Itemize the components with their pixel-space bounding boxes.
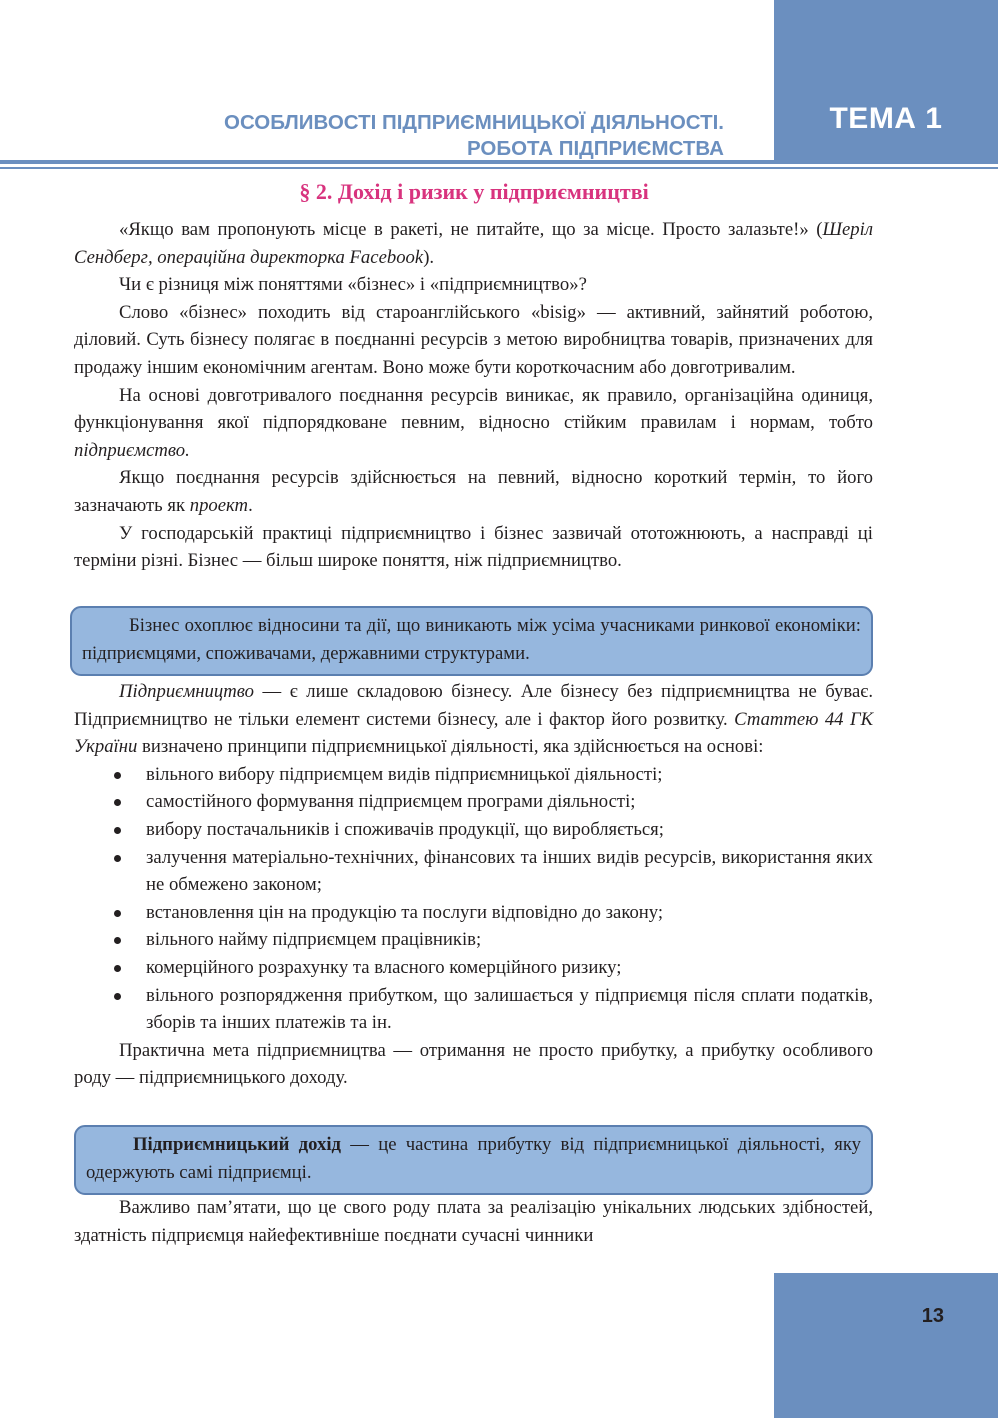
- definition-income-text: Підприємницький дохід — це частина прибутку від підприємницької діяльності, яку одержують самі підприємці.: [86, 1134, 861, 1183]
- bullet-icon: [114, 827, 121, 834]
- bullet-icon: [114, 772, 121, 779]
- topic-label: ТЕМА 1: [829, 102, 943, 135]
- list-item: самостійного формування підприємцем програми діяльності;: [74, 788, 873, 816]
- list-item: вибору постачальників і споживачів продукції, що виробляється;: [74, 816, 873, 844]
- page-number-tab: [774, 1273, 998, 1418]
- list-item: комерційного розрахунку та власного комерційного ризику;: [74, 954, 873, 982]
- topic-tab: [774, 0, 998, 162]
- principles-list: [74, 761, 873, 1037]
- bullet-icon: [114, 855, 121, 862]
- header-rule: [0, 160, 998, 164]
- bullet-icon: [114, 910, 121, 917]
- list-item: вільного вибору підприємцем видів підприємницької діяльності;: [74, 761, 873, 789]
- term-entrepreneurship: Підприємництво: [119, 681, 254, 702]
- business-vs-entrepreneurship-paragraph: У господарській практиці підприємництво і бізнес зазвичай ототожнюють, а насправді ці терміни різні. Бізнес — більш широке поняття, ніж підприємництво.: [74, 522, 873, 572]
- bullet-icon: [114, 965, 121, 972]
- law-reference: Статтею 44 ГК України: [74, 708, 873, 758]
- term-project: проект: [189, 494, 249, 516]
- epigraph-paragraph: «Якщо вам пропонують місце в ракеті, не питайте, що за місце. Просто залазьте!» (Шеріл Сендберг, операційна директорка Facebook).: [74, 219, 873, 268]
- list-item: залучення матеріально-технічних, фінансових та інших видів ресурсів, використання яких не обмежено законом;: [74, 844, 873, 899]
- principles-text: [74, 678, 873, 1092]
- definition-box-income: [74, 1125, 873, 1195]
- chapter-title-line1: ОСОБЛИВОСТІ ПІДПРИЄМНИЦЬКОЇ ДІЯЛЬНОСТІ.: [224, 111, 724, 134]
- question-paragraph: Чи є різниця між поняттями «бізнес» і «підприємництво»?: [119, 274, 587, 296]
- page-number: 13: [921, 1305, 944, 1327]
- list-item: встановлення цін на продукцію та послуги відповідно до закону;: [74, 899, 873, 927]
- chapter-title-line2: РОБОТА ПІДПРИЄМСТВА: [466, 137, 724, 160]
- chapter-title: [224, 110, 724, 162]
- list-item: вільного розпорядження прибутком, що залишається у підприємця після сплати податків, зборів та інших платежів та ін.: [74, 982, 873, 1037]
- term-enterprise: підприємство.: [74, 439, 190, 461]
- business-origin-paragraph: Слово «бізнес» походить від староанглійського «bisig» — активний, зайнятий роботою, діловий. Суть бізнесу полягає в поєднанні ресурсів з метою виробництва товарів, призначених для продажу іншим економічним агентам. Воно може бути короткочасним або довготривалим.: [74, 301, 873, 378]
- bullet-icon: [114, 937, 121, 944]
- header-rule-thin: [0, 167, 998, 169]
- section-title: § 2. Дохід і ризик у підприємництві: [299, 179, 649, 204]
- practical-goal-paragraph: Практична мета підприємництва — отримання не просто прибутку, а прибутку особливого роду — підприємницького доходу.: [74, 1039, 873, 1089]
- closing-text: [74, 1194, 873, 1249]
- term-entrepreneurial-income: Підприємницький дохід: [133, 1134, 341, 1155]
- enterprise-paragraph: На основі довготривалого поєднання ресурсів виникає, як правило, організаційна одиниця, функціонування якої підпорядковане певним, відносно стійким правилам і нормам, тобто підприємство.: [74, 384, 873, 461]
- definition-business-text: Бізнес охоплює відносини та дії, що виникають між усіма учасниками ринкової економіки: підприємцями, споживачами, державними структурами.: [82, 615, 861, 664]
- bullet-icon: [114, 993, 121, 1000]
- entrepreneurship-paragraph: Підприємництво — є лише складовою бізнесу. Але бізнесу без підприємництва не буває. Підприємництво не тільки елемент системи бізнесу, але і фактор його розвитку. Статтею 44 ГК України визначено принципи підприємницької діяльності, яка здійснюється на основі:: [74, 681, 873, 758]
- closing-paragraph: Важливо пам’ятати, що це свого роду плата за реалізацію унікальних людських здібностей, здатність підприємця найефективніше поєднати сучасні чинники: [74, 1197, 873, 1246]
- bullet-icon: [114, 799, 121, 806]
- definition-box-business: [70, 606, 873, 676]
- project-paragraph: Якщо поєднання ресурсів здійснюється на певний, відносно короткий термін, то його зазначають як проект.: [74, 467, 873, 516]
- intro-text: [74, 216, 873, 575]
- quote-author: Шеріл Сендберг, операційна директорка Facebook: [74, 219, 873, 268]
- list-item: вільного найму підприємцем працівників;: [74, 926, 873, 954]
